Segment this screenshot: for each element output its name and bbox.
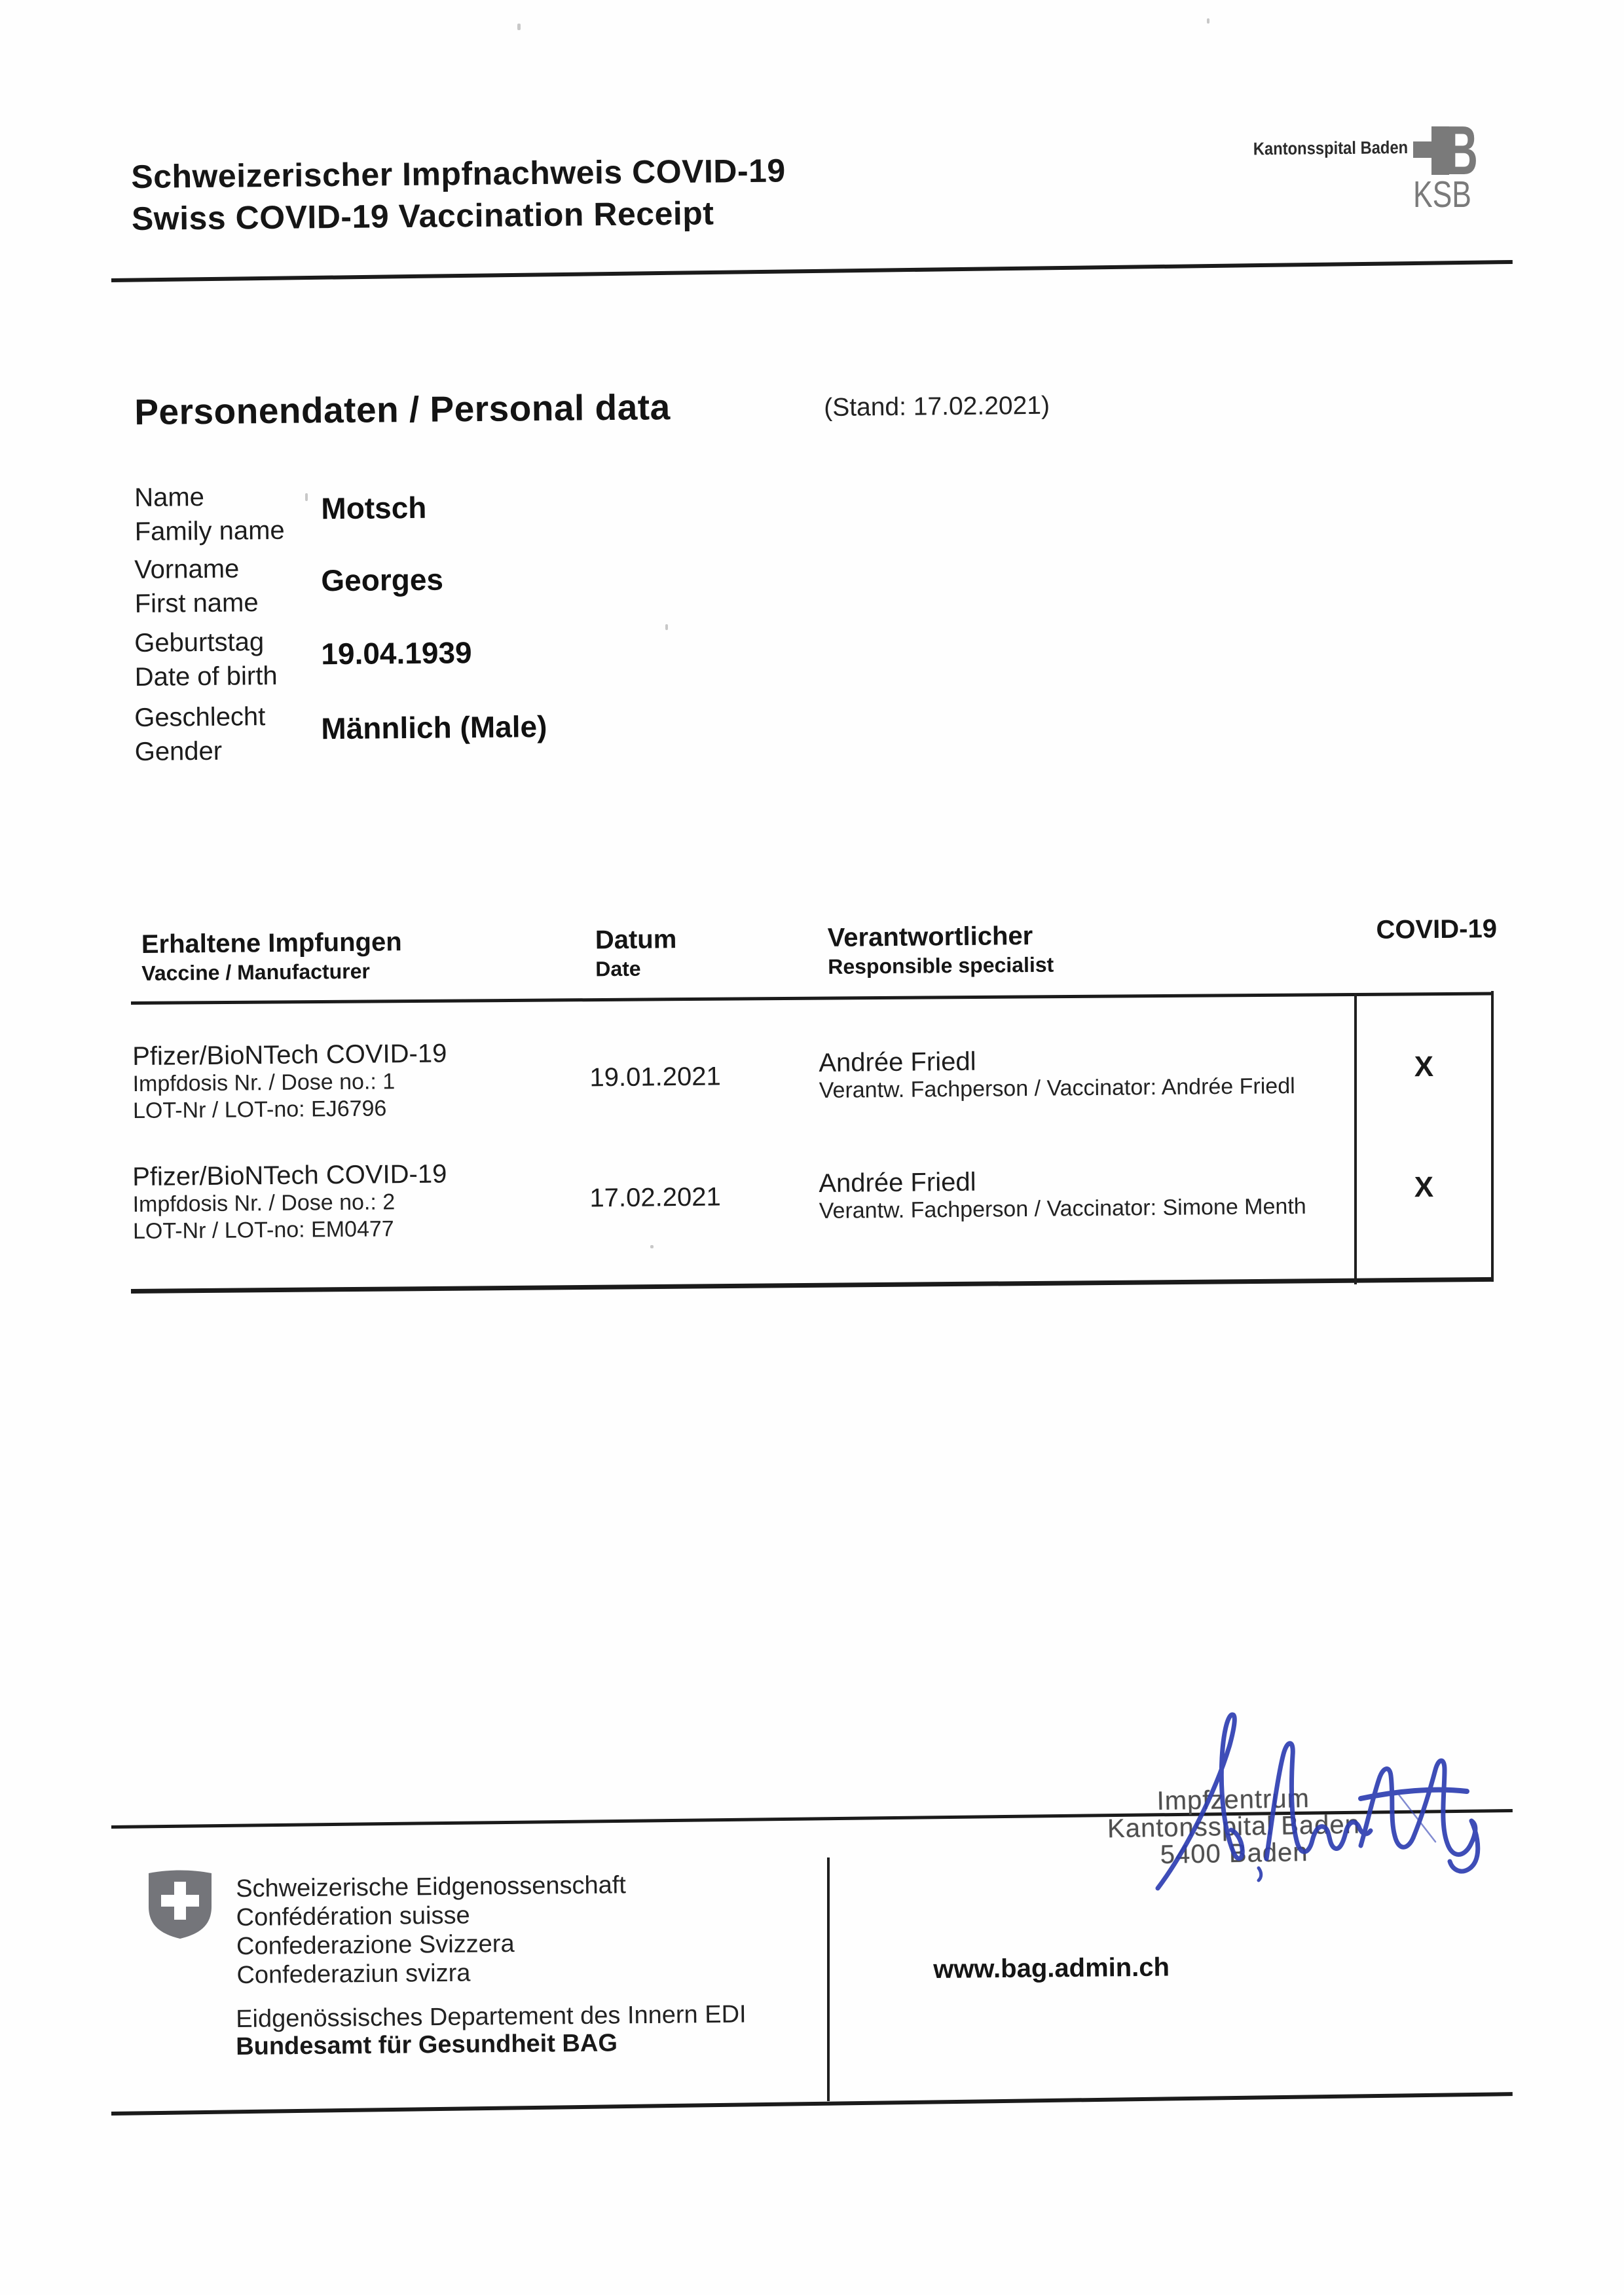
bag-website: www.bag.admin.ch [933,1952,1170,1984]
dose-number: Impfdosis Nr. / Dose no.: 2 [132,1189,396,1218]
vaccine-name: Pfizer/BioNTech COVID-19 [132,1159,447,1192]
confederation-line: Schweizerische Eidgenossenschaft [236,1871,627,1903]
vaccinator-line: Verantw. Fachperson / Vaccinator: Andrée Friedl [819,1073,1295,1103]
col-header-vaccine-de: Erhaltene Impfungen [141,927,402,959]
confederation-names [236,1871,627,1990]
covid-column-right-line [1491,991,1494,1282]
vaccine-name: Pfizer/BioNTech COVID-19 [132,1039,447,1072]
personal-data-heading: Personendaten / Personal data [134,386,671,432]
covid-checkmark: X [1414,1050,1434,1083]
stamp-line-1: Impfzentrum [1156,1783,1310,1816]
document-title-de: Schweizerischer Impfnachweis COVID-19 [131,152,786,195]
covid-checkmark: X [1414,1170,1434,1204]
vaccinator-line: Verantw. Fachperson / Vaccinator: Simone Menth [819,1193,1306,1223]
office-name: Bundesamt für Gesundheit BAG [236,2029,618,2061]
col-header-specialist-en: Responsible specialist [828,952,1054,979]
ksb-abbr-text: KSB [1413,173,1471,212]
scan-speck [650,1245,654,1248]
ksb-org-name: Kantonsspital Baden [1253,138,1409,159]
scan-speck [517,24,521,30]
field-label-en: Family name [134,515,285,547]
col-header-date-de: Datum [595,925,677,955]
scan-speck [1207,18,1209,24]
responsible-specialist: Andrée Friedl [819,1167,976,1198]
header-divider-line [111,260,1513,282]
field-value: 19.04.1939 [321,635,472,671]
stamp-line-3: 5400 Baden [1160,1838,1308,1869]
vaccination-date: 19.01.2021 [589,1062,721,1092]
covid-column-left-line [1354,994,1357,1284]
field-label-de: Vorname [134,554,240,585]
field-value: Georges [321,562,444,598]
field-value: Männlich (Male) [321,709,547,746]
footer-divider-line [827,1857,830,2101]
document-title [131,149,786,240]
confederation-line: Confederaziun svizra [236,1959,471,1989]
table-top-line [131,992,1493,1005]
field-label-de: Geburtstag [134,627,265,658]
department-name: Eidgenössisches Departement des Innern EDI [236,2000,747,2033]
status-date: (Stand: 17.02.2021) [824,391,1050,422]
ksb-logo-icon [1408,121,1480,212]
ksb-logo-letter: B [1446,121,1478,189]
swiss-coat-of-arms-icon [149,1869,212,1939]
lot-number: LOT-Nr / LOT-no: EJ6796 [132,1096,387,1124]
col-header-specialist-de: Verantwortlicher [827,921,1033,952]
field-gender [0,689,1624,767]
vaccination-date: 17.02.2021 [589,1182,721,1213]
field-family-name [0,469,1624,547]
confederation-line: Confederazione Svizzera [236,1930,515,1960]
stamp-line-2: Kantonsspital Baden [1107,1810,1361,1844]
table-bottom-line [131,1277,1493,1294]
document-title-en: Swiss COVID-19 Vaccination Receipt [131,195,714,237]
col-header-covid: COVID-19 [1376,914,1498,944]
field-label-en: First name [134,588,259,619]
field-value: Motsch [321,490,427,526]
footer-bottom-line [111,2092,1513,2116]
lot-number: LOT-Nr / LOT-no: EM0477 [132,1216,394,1244]
col-header-date-en: Date [595,956,641,981]
handwritten-signature [1138,1695,1495,1911]
scan-speck [305,493,308,501]
dose-number: Impfdosis Nr. / Dose no.: 1 [132,1069,396,1097]
scan-speck [665,624,668,630]
field-label-de: Name [134,483,205,513]
table-row [0,1028,1624,1124]
col-header-vaccine-en: Vaccine / Manufacturer [141,959,371,985]
table-row [0,1148,1624,1244]
responsible-specialist: Andrée Friedl [819,1047,976,1077]
field-label-en: Gender [134,736,223,767]
field-label-en: Date of birth [134,661,278,692]
confederation-line: Confédération suisse [236,1901,470,1931]
field-label-de: Geschlecht [134,702,266,733]
